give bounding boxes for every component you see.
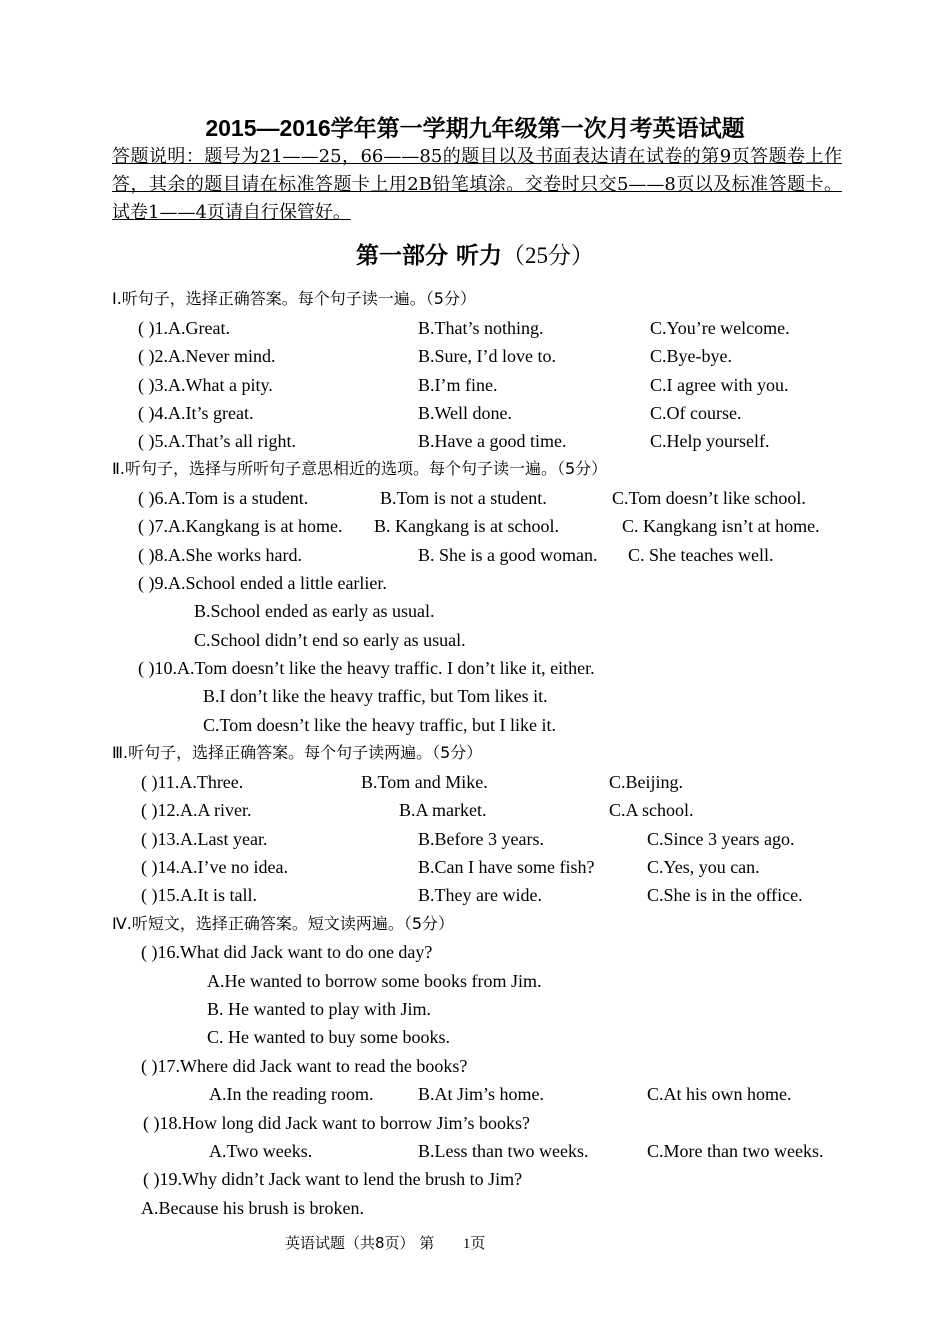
question-stem: ( )19.Why didn’t Jack want to lend the brush to Jim? (143, 1169, 523, 1189)
question-stem: ( )3.A.What a pity. (138, 375, 273, 395)
option-c: C.More than two weeks. (647, 1141, 824, 1161)
section-heading-1: Ⅰ.听句子，选择正确答案。每个句子读一遍。（5分） (112, 289, 476, 308)
page-footer (285, 1232, 485, 1255)
option-b: B.They are wide. (418, 885, 542, 905)
question-stem: ( )7.A.Kangkang is at home. (138, 516, 343, 536)
option-c: C. He wanted to buy some books. (207, 1027, 450, 1047)
option-c: C.Yes, you can. (647, 857, 760, 877)
option-b: B.Have a good time. (418, 431, 567, 451)
question-stem: ( )9.A.School ended a little earlier. (138, 573, 387, 593)
question-stem: ( )2.A.Never mind. (138, 346, 276, 366)
section-heading-2: Ⅱ.听句子，选择与所听句子意思相近的选项。每个句子读一遍。（5分） (112, 459, 608, 478)
exam-title: 2015—2016学年第一学期九年级第一次月考英语试题 (205, 115, 745, 141)
option-c: C.Help yourself. (650, 431, 770, 451)
option-b: B.At Jim’s home. (418, 1084, 545, 1104)
option-c: C.Beijing. (609, 772, 684, 792)
option-b: B. She is a good woman. (418, 545, 598, 565)
option-a: A.Because his brush is broken. (141, 1198, 364, 1218)
option-b: B. He wanted to play with Jim. (207, 999, 431, 1019)
option-c: C.Tom doesn’t like school. (612, 488, 806, 508)
option-b: B.That’s nothing. (418, 318, 544, 338)
option-b: B.Before 3 years. (418, 829, 544, 849)
part-heading (0, 240, 950, 272)
question-stem: ( )8.A.She works hard. (138, 545, 302, 565)
answer-instructions: 答题说明：题号为21——25，66——85的题目以及书面表达请在试卷的第9页答题卷上作答，其余的题目请在标准答题卡上用2B铅笔填涂。交卷时只交5——8页以及标准答题卡。试卷1——4页请自行保管好。 (112, 146, 842, 223)
question-stem: ( )17.Where did Jack want to read the books? (141, 1056, 468, 1076)
option-a: A.He wanted to borrow some books from Jim. (207, 971, 542, 991)
option-c: C. Kangkang isn’t at home. (622, 516, 820, 536)
option-b: B.Tom and Mike. (361, 772, 488, 792)
question-stem: ( )5.A.That’s all right. (138, 431, 296, 451)
option-b: B.Less than two weeks. (418, 1141, 589, 1161)
section-heading-4: Ⅳ.听短文，选择正确答案。短文读两遍。（5分） (112, 914, 455, 933)
option-c: C.She is in the office. (647, 885, 803, 905)
footer-suffix: 页 (470, 1234, 486, 1252)
option-c: C.I agree with you. (650, 375, 789, 395)
footer-text: 英语试题（共8页） 第 (285, 1234, 435, 1252)
question-stem: ( )18.How long did Jack want to borrow Jim’s books? (143, 1113, 530, 1133)
question-stem: ( )10.A.Tom doesn’t like the heavy traffic. I don’t like it, either. (138, 658, 595, 678)
option-c: C.Since 3 years ago. (647, 829, 795, 849)
option-b: B.I don’t like the heavy traffic, but Tom likes it. (203, 686, 548, 706)
option-c: C.Tom doesn’t like the heavy traffic, but I like it. (203, 715, 556, 735)
question-stem: ( )11.A.Three. (141, 772, 244, 792)
option-b: B.Sure, I’d love to. (418, 346, 556, 366)
option-a: A.In the reading room. (209, 1084, 374, 1104)
option-c: C.Of course. (650, 403, 742, 423)
option-b: B.Well done. (418, 403, 513, 423)
option-c: C.A school. (609, 800, 694, 820)
option-a: A.Two weeks. (209, 1141, 313, 1161)
option-b: B.Tom is not a student. (380, 488, 547, 508)
option-b: B.School ended as early as usual. (194, 601, 435, 621)
question-stem: ( )15.A.It is tall. (141, 885, 257, 905)
footer-page-number: 1 (462, 1236, 471, 1252)
question-stem: ( )1.A.Great. (138, 318, 230, 338)
option-c: C.You’re welcome. (650, 318, 790, 338)
option-b: B.Can I have some fish? (418, 857, 595, 877)
question-stem: ( )6.A.Tom is a student. (138, 488, 309, 508)
option-c: C.School didn’t end so early as usual. (194, 630, 466, 650)
option-c: C.At his own home. (647, 1084, 792, 1104)
option-b: B. Kangkang is at school. (374, 516, 559, 536)
question-stem: ( )14.A.I’ve no idea. (141, 857, 288, 877)
part-title: 第一部分 听力 (355, 242, 502, 269)
option-c: C.Bye-bye. (650, 346, 732, 366)
option-b: B.I’m fine. (418, 375, 498, 395)
question-stem: ( )4.A.It’s great. (138, 403, 254, 423)
option-b: B.A market. (399, 800, 487, 820)
question-stem: ( )16.What did Jack want to do one day? (141, 942, 433, 962)
option-c: C. She teaches well. (628, 545, 774, 565)
question-stem: ( )12.A.A river. (141, 800, 252, 820)
question-stem: ( )13.A.Last year. (141, 829, 268, 849)
part-score: （25分） (502, 243, 594, 268)
section-heading-3: Ⅲ.听句子，选择正确答案。每个句子读两遍。（5分） (112, 743, 483, 762)
